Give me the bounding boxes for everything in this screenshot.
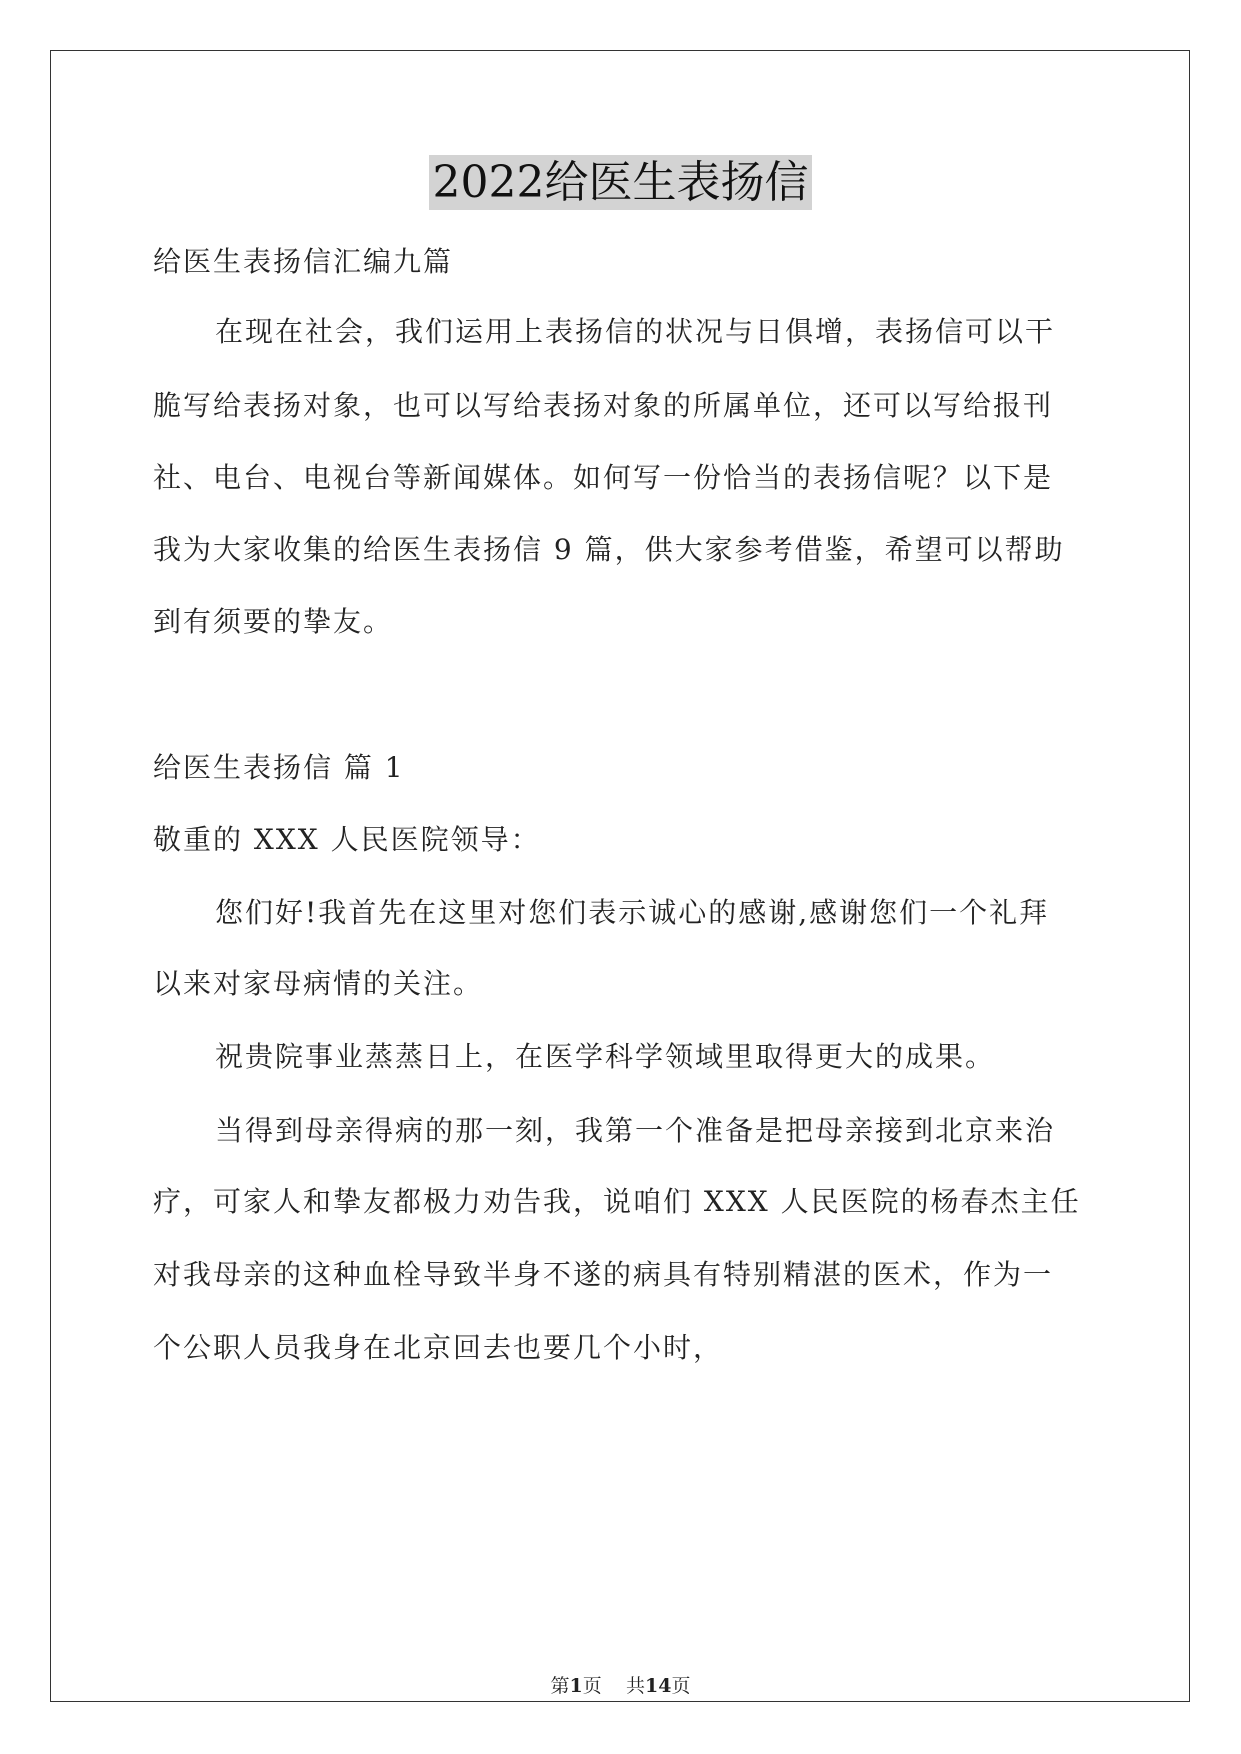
footer-total-pages: 14 <box>644 1675 672 1697</box>
footer-total-suffix: 页 <box>671 1675 691 1697</box>
para3-line-4: 个公职人员我身在北京回去也要几个小时， <box>153 1331 724 1364</box>
intro-line-4: 我为大家收集的给医生表扬信 9 篇，供大家参考借鉴，希望可以帮助 <box>153 533 1065 566</box>
page-footer <box>0 1674 1241 1698</box>
document-title-text: 2022给医生表扬信 <box>429 155 813 210</box>
para3-line-2: 疗，可家人和挚友都极力劝告我，说咱们 XXX 人民医院的杨春杰主任 <box>153 1185 1081 1218</box>
document-title <box>0 155 1241 211</box>
para3-line-3: 对我母亲的这种血栓导致半身不遂的病具有特别精湛的医术，作为一 <box>153 1258 1054 1291</box>
footer-total-prefix: 共 <box>625 1675 645 1697</box>
intro-line-5: 到有须要的挚友。 <box>153 605 394 638</box>
footer-page-prefix: 第 <box>550 1675 570 1697</box>
para2-line-1: 祝贵院事业蒸蒸日上，在医学科学领域里取得更大的成果。 <box>215 1040 996 1073</box>
subtitle: 给医生表扬信汇编九篇 <box>153 245 454 278</box>
section-heading: 给医生表扬信 篇 1 <box>153 751 405 784</box>
para1-line-2: 以来对家母病情的关注。 <box>153 967 484 1000</box>
footer-page-number: 1 <box>569 1675 583 1697</box>
footer-page-suffix: 页 <box>582 1675 602 1697</box>
salutation: 敬重的 XXX 人民医院领导： <box>153 823 541 856</box>
intro-line-2: 脆写给表扬对象，也可以写给表扬对象的所属单位，还可以写给报刊 <box>153 389 1054 422</box>
intro-line-1: 在现在社会，我们运用上表扬信的状况与日俱增，表扬信可以干 <box>215 315 1056 348</box>
intro-line-3: 社、电台、电视台等新闻媒体。如何写一份恰当的表扬信呢？以下是 <box>153 461 1054 494</box>
page-border <box>50 50 1190 1702</box>
para3-line-1: 当得到母亲得病的那一刻，我第一个准备是把母亲接到北京来治 <box>215 1114 1056 1147</box>
para1-line-1: 您们好!我首先在这里对您们表示诚心的感谢,感谢您们一个礼拜 <box>215 896 1050 929</box>
